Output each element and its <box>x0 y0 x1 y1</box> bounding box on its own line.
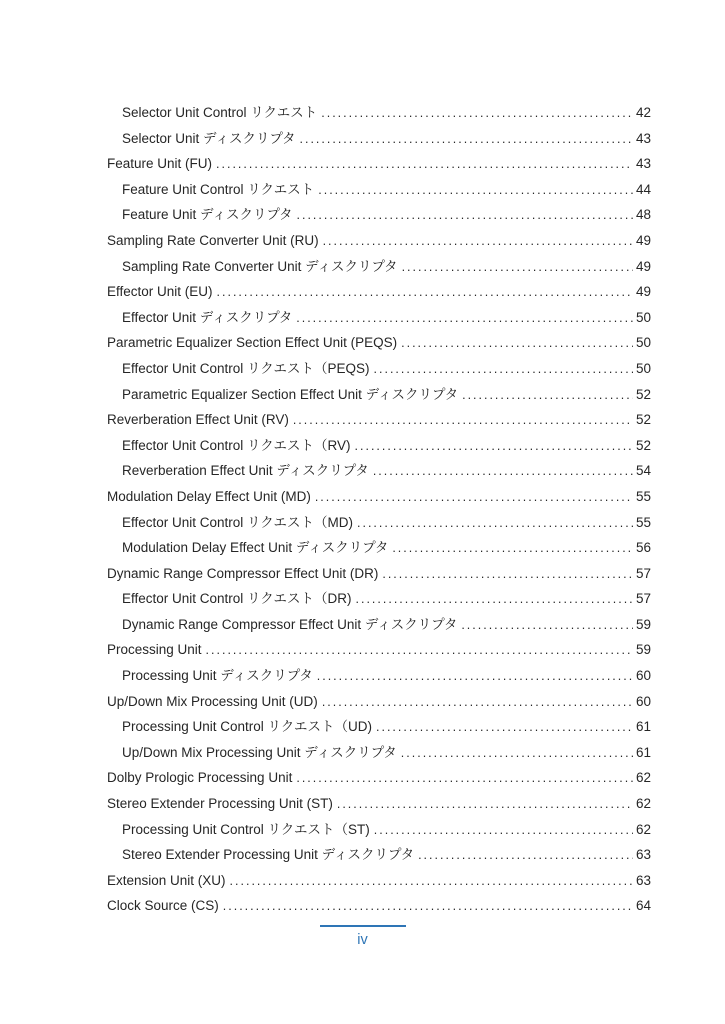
toc-dot-leader <box>462 382 633 409</box>
toc-entry[interactable] <box>107 330 651 356</box>
toc-dot-leader <box>223 893 633 920</box>
toc-entry[interactable] <box>107 637 651 663</box>
toc-dot-leader <box>297 202 633 229</box>
toc-entry-label: Sampling Rate Converter Unit ディスクリプタ <box>122 258 398 274</box>
toc-dot-leader <box>293 407 633 434</box>
toc-entry-label: Effector Unit ディスクリプタ <box>122 309 293 325</box>
toc-dot-leader <box>337 791 633 818</box>
toc-entry[interactable] <box>107 765 651 791</box>
toc-dot-leader <box>392 535 633 562</box>
toc-entry-label: Stereo Extender Processing Unit (ST) <box>107 796 333 812</box>
toc-dot-leader <box>315 484 633 511</box>
toc-entry[interactable] <box>107 177 651 203</box>
toc-entry[interactable] <box>107 535 651 561</box>
toc-entry-label: Processing Unit Control リクエスト（ST) <box>122 821 370 837</box>
toc-entry[interactable] <box>107 305 651 331</box>
toc-entry[interactable] <box>107 561 651 587</box>
toc-entry-label: Dynamic Range Compressor Effect Unit ディスクリプタ <box>122 616 458 632</box>
toc-page-number: 59 <box>635 616 651 632</box>
toc-entry-label: Effector Unit (EU) <box>107 284 213 300</box>
toc-dot-leader <box>401 740 633 767</box>
toc-dot-leader <box>318 177 633 204</box>
toc-entry[interactable] <box>107 663 651 689</box>
toc-page-number: 61 <box>635 719 651 735</box>
toc-dot-leader <box>461 612 633 639</box>
toc-dot-leader <box>322 689 633 716</box>
footer-page-number: iv <box>357 932 368 948</box>
toc-entry-label: Modulation Delay Effect Unit (MD) <box>107 488 311 504</box>
toc-entry-label: Effector Unit Control リクエスト（MD) <box>122 514 354 530</box>
toc-entry-label: Feature Unit Control リクエスト <box>122 181 315 197</box>
toc-entry[interactable] <box>107 254 651 280</box>
toc-page-number: 43 <box>635 156 651 172</box>
toc-entry-label: Up/Down Mix Processing Unit ディスクリプタ <box>122 744 397 760</box>
toc-dot-leader <box>321 100 633 127</box>
toc-page-number: 49 <box>635 284 651 300</box>
toc-entry-label: Up/Down Mix Processing Unit (UD) <box>107 693 318 709</box>
toc-dot-leader <box>382 561 633 588</box>
toc-page-number: 55 <box>635 488 651 504</box>
toc-entry-label: Effector Unit Control リクエスト（PEQS) <box>122 360 370 376</box>
toc-entry-label: Parametric Equalizer Section Effect Unit ディスクリプタ <box>122 386 459 402</box>
toc-page-number: 64 <box>635 898 651 914</box>
toc-dot-leader <box>373 458 633 485</box>
footer-rule <box>320 925 406 927</box>
toc-page-number: 48 <box>635 207 651 223</box>
toc-page-number: 50 <box>635 360 651 376</box>
toc-page-number: 60 <box>635 693 651 709</box>
toc-page-number: 61 <box>635 744 651 760</box>
toc-dot-leader <box>317 663 633 690</box>
toc-page-number: 63 <box>635 872 651 888</box>
toc-entry-label: Feature Unit ディスクリプタ <box>122 207 293 223</box>
toc-dot-leader <box>402 254 633 281</box>
toc-entry[interactable] <box>107 714 651 740</box>
toc-entry[interactable] <box>107 126 651 152</box>
toc-entry[interactable] <box>107 228 651 254</box>
toc-dot-leader <box>374 817 633 844</box>
toc-entry[interactable] <box>107 740 651 766</box>
toc-dot-leader <box>323 228 633 255</box>
toc-entry[interactable] <box>107 868 651 894</box>
toc-dot-leader <box>418 842 633 869</box>
toc-page-number: 55 <box>635 514 651 530</box>
toc-entry[interactable] <box>107 842 651 868</box>
toc-entry-label: Clock Source (CS) <box>107 898 219 914</box>
toc-page-number: 50 <box>635 335 651 351</box>
toc-entry-label: Reverberation Effect Unit ディスクリプタ <box>122 463 369 479</box>
toc-entry-label: Extension Unit (XU) <box>107 872 226 888</box>
toc-dot-leader <box>230 868 633 895</box>
toc-entry-label: Feature Unit (FU) <box>107 156 213 172</box>
toc-dot-leader <box>217 279 633 306</box>
toc-page-number: 52 <box>635 412 651 428</box>
toc-page-number: 43 <box>635 130 651 146</box>
toc-dot-leader <box>216 151 633 178</box>
toc-page-number: 50 <box>635 309 651 325</box>
toc-page-number: 52 <box>635 437 651 453</box>
toc-entry-label: Processing Unit Control リクエスト（UD) <box>122 719 373 735</box>
toc-entry-label: Parametric Equalizer Section Effect Unit (PEQS) <box>107 335 398 351</box>
toc-entry-label: Stereo Extender Processing Unit ディスクリプタ <box>122 847 415 863</box>
toc-page-number: 52 <box>635 386 651 402</box>
toc-page-number: 54 <box>635 463 651 479</box>
toc-entry[interactable] <box>107 458 651 484</box>
toc-entry[interactable] <box>107 279 651 305</box>
toc-entry[interactable] <box>107 382 651 408</box>
toc-dot-leader <box>296 765 633 792</box>
toc-entry-label: Effector Unit Control リクエスト（DR) <box>122 591 352 607</box>
toc-entry[interactable] <box>107 586 651 612</box>
toc-entry-label: Dolby Prologic Processing Unit <box>107 770 293 786</box>
toc-page-number: 59 <box>635 642 651 658</box>
toc-page-number: 57 <box>635 565 651 581</box>
toc-entry[interactable] <box>107 356 651 382</box>
toc-dot-leader <box>206 637 633 664</box>
toc-dot-leader <box>374 356 633 383</box>
toc-page-number: 42 <box>635 105 651 120</box>
page-footer <box>0 925 725 948</box>
toc-page-number: 63 <box>635 847 651 863</box>
toc-entry[interactable] <box>107 791 651 817</box>
toc-entry[interactable] <box>107 689 651 715</box>
toc-entry-label: Processing Unit ディスクリプタ <box>122 668 313 684</box>
toc-dot-leader <box>356 586 633 613</box>
toc-entry[interactable] <box>107 202 651 228</box>
toc-entry-label: Modulation Delay Effect Unit ディスクリプタ <box>122 540 389 556</box>
toc-entry[interactable] <box>107 612 651 638</box>
toc-entry[interactable] <box>107 100 651 126</box>
toc-page-number: 62 <box>635 796 651 812</box>
toc-page-number: 57 <box>635 591 651 607</box>
toc-dot-leader <box>357 510 633 537</box>
toc-entry-label: Selector Unit ディスクリプタ <box>122 130 296 146</box>
toc-page-number: 62 <box>635 770 651 786</box>
toc-entry[interactable] <box>107 151 651 177</box>
toc-entry-label: Selector Unit Control リクエスト <box>122 105 318 120</box>
toc-page-number: 60 <box>635 668 651 684</box>
toc-dot-leader <box>300 126 633 153</box>
toc-entry[interactable] <box>107 817 651 843</box>
toc-entry[interactable] <box>107 893 651 919</box>
toc-dot-leader <box>296 305 633 332</box>
toc-page-number: 49 <box>635 258 651 274</box>
toc-entry-label: Dynamic Range Compressor Effect Unit (DR) <box>107 565 379 581</box>
toc-page-number: 62 <box>635 821 651 837</box>
toc-list <box>107 100 651 919</box>
toc-entry-label: Reverberation Effect Unit (RV) <box>107 412 289 428</box>
toc-page-number: 56 <box>635 540 651 556</box>
toc-entry-label: Processing Unit <box>107 642 202 658</box>
toc-dot-leader <box>401 330 633 357</box>
toc-entry[interactable] <box>107 433 651 459</box>
toc-entry[interactable] <box>107 484 651 510</box>
toc-page-number: 49 <box>635 232 651 248</box>
toc-entry[interactable] <box>107 510 651 536</box>
toc-entry-label: Effector Unit Control リクエスト（RV) <box>122 437 351 453</box>
toc-page-number: 44 <box>635 181 651 197</box>
toc-entry-label: Sampling Rate Converter Unit (RU) <box>107 232 319 248</box>
toc-entry[interactable] <box>107 407 651 433</box>
toc-dot-leader <box>376 714 633 741</box>
toc-dot-leader <box>355 433 633 460</box>
